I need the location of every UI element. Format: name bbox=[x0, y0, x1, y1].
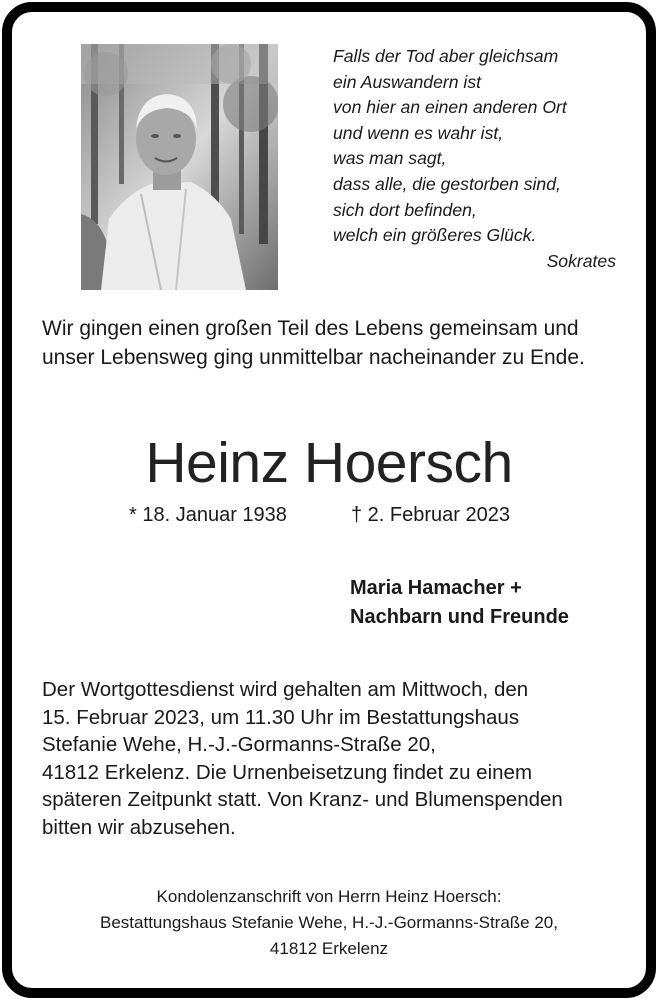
condolence-address bbox=[0, 884, 658, 962]
death-date: † 2. Februar 2023 bbox=[351, 504, 510, 526]
quote-line: sich dort befinden, bbox=[333, 199, 477, 220]
deceased-name: Heinz Hoersch bbox=[145, 431, 513, 495]
quote-line: Falls der Tod aber gleichsam bbox=[333, 46, 559, 66]
service-line: Stefanie Wehe, H.-J.-Gormanns-Straße 20, bbox=[42, 733, 436, 756]
condolence-line: Kondolenzanschrift von Herrn Heinz Hoersch: bbox=[156, 887, 502, 906]
intro-text bbox=[42, 314, 632, 372]
quote-line: ein Auswandern ist bbox=[333, 71, 482, 92]
birth-date: * 18. Januar 1938 bbox=[129, 504, 287, 526]
service-info bbox=[42, 676, 632, 841]
service-line: 41812 Erkelenz. Die Urnenbeisetzung findet zu einem bbox=[42, 760, 533, 784]
mourners bbox=[350, 574, 569, 632]
quote-line: von hier an einen anderen Ort bbox=[333, 97, 567, 118]
service-line: späteren Zeitpunkt statt. Von Kranz- und Blumenspenden bbox=[42, 788, 563, 811]
quote-line: welch ein größeres Glück. bbox=[333, 225, 537, 246]
quote-author: Sokrates bbox=[546, 250, 616, 271]
portrait-image bbox=[81, 44, 278, 290]
condolence-line: Bestattungshaus Stefanie Wehe, H.-J.-Gormanns-Straße 20, bbox=[100, 913, 558, 932]
service-line: 15. Februar 2023, um 11.30 Uhr im Bestattungshaus bbox=[42, 705, 520, 729]
quote-line: und wenn es wahr ist, bbox=[333, 122, 504, 143]
quote-line: dass alle, die gestorben sind, bbox=[333, 173, 561, 194]
service-line: bitten wir abzusehen. bbox=[42, 815, 236, 839]
mourner-line: Maria Hamacher + bbox=[350, 577, 522, 599]
portrait-photo bbox=[81, 44, 278, 290]
quote-line: was man sagt, bbox=[333, 148, 447, 169]
service-line: Der Wortgottesdienst wird gehalten am Mittwoch, den bbox=[42, 678, 529, 701]
intro-line: Wir gingen einen großen Teil des Lebens gemeinsam und bbox=[42, 317, 579, 340]
intro-line: unser Lebensweg ging unmittelbar nacheinander zu Ende. bbox=[42, 346, 585, 369]
mourner-line: Nachbarn und Freunde bbox=[350, 606, 569, 628]
condolence-line: 41812 Erkelenz bbox=[269, 939, 389, 958]
quote-block bbox=[333, 44, 623, 274]
